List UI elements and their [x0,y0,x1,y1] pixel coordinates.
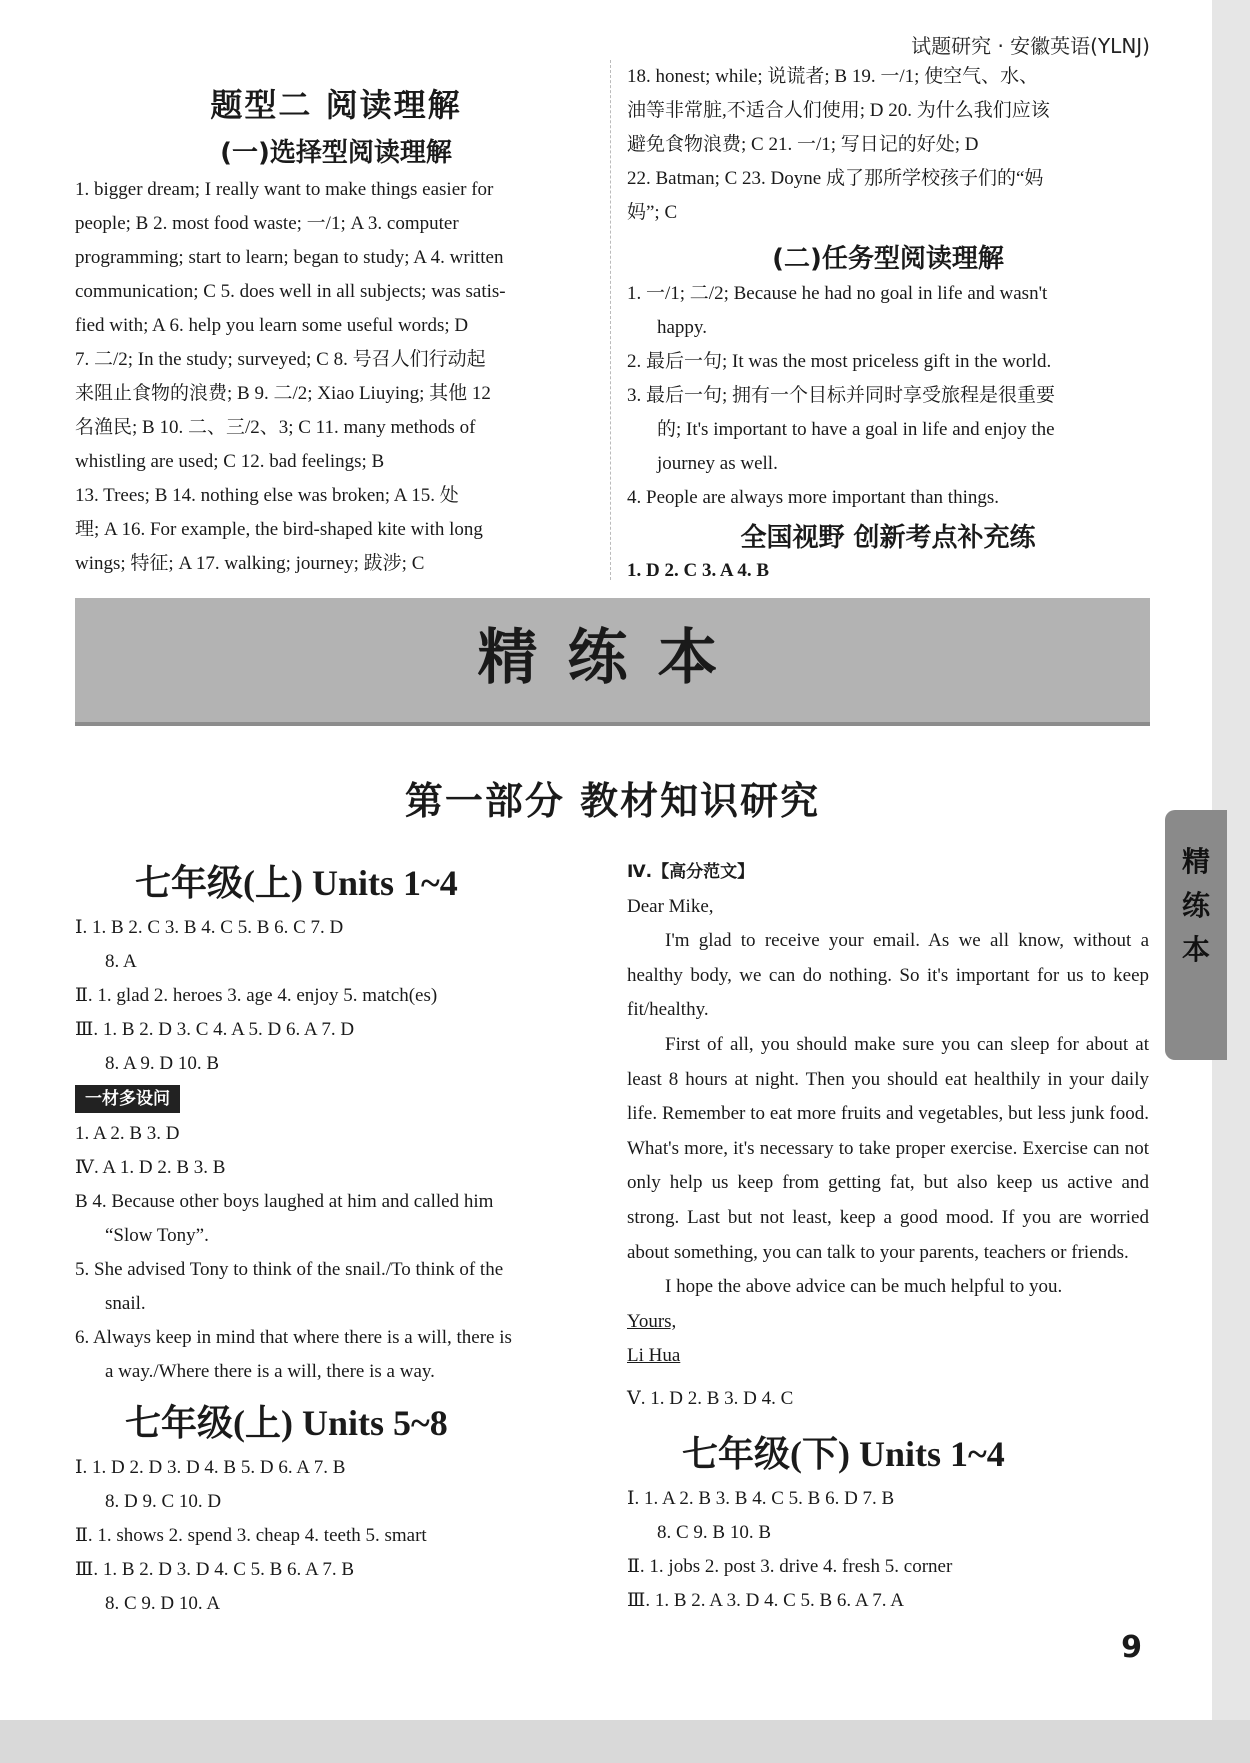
essay-closing: Yours, [627,1310,677,1332]
answer-line: 2. 最后一句; It was the most priceless gift in the world. [627,351,1052,372]
answer-line: happy. [657,317,707,338]
answer-line: people; B 2. most food waste; 一/1; A 3. computer [75,213,459,234]
answer-lines [75,173,597,581]
answers-right-column [627,855,1149,1618]
answer-line: journey as well. [657,453,778,474]
answer-line: a way./Where there is a will, there is a way. [105,1361,435,1382]
answer-line: 5. She advised Tony to think of the snail./To think of the [75,1259,504,1280]
reading-section-right [627,60,1149,588]
running-header: 试题研究 · 安徽英语(YLNJ) [911,34,1150,58]
answer-line: Ⅰ. 1. D 2. D 3. D 4. B 5. D 6. A 7. B [75,1457,346,1478]
answer-line: 4. People are always more important than things. [627,487,999,508]
answer-line: 8. D 9. C 10. D [105,1491,222,1512]
extra-practice-title: 全国视野 创新考点补充练 [740,523,1036,553]
answer-line: “Slow Tony”. [105,1225,209,1246]
answer-line: 22. Batman; C 23. Doyne 成了那所学校孩子们的“妈 [627,168,1044,189]
answer-line: Ⅱ. 1. jobs 2. post 3. drive 4. fresh 5. corner [627,1555,953,1577]
answer-line: 名渔民; B 10. 二、三/2、3; C 11. many methods of [75,417,476,438]
section-title: 题型二 阅读理解 [210,86,462,124]
answer-line: 1. bigger dream; I really want to make things easier for [75,179,494,200]
answer-line: Ⅲ. 1. B 2. A 3. D 4. C 5. B 6. A 7. A [627,1589,904,1611]
unit-answers [75,1451,597,1621]
answer-line: snail. [105,1293,146,1314]
essay-salutation: Dear Mike, [627,895,714,917]
banner-title: 精练本 [477,623,748,693]
answer-line: 7. 二/2; In the study; surveyed; C 8. 号召人们行动起 [75,349,486,370]
answer-line: 18. honest; while; 说谎者; B 19. 一/1; 使空气、水、 [627,66,1039,87]
answer-line: wings; 特征; A 17. walking; journey; 跋涉; C [75,553,425,574]
answer-line: programming; start to learn; began to study; A 4. written [75,247,504,268]
answer-line: 1. 一/1; 二/2; Because he had no goal in life and wasn't [627,283,1048,304]
answer-line: whistling are used; C 12. bad feelings; B [75,451,385,472]
answer-line: Ⅰ. 1. A 2. B 3. B 4. C 5. B 6. D 7. B [627,1487,895,1509]
essay-paragraph: I hope the above advice can be much helpful to you. [665,1276,1063,1298]
essay-paragraph: I'm glad to receive your email. As we all know, without a healthy body, we can do nothing. So it's important for us to keep fit/healthy. [627,930,1149,1021]
model-essay [627,855,1149,1374]
answer-line: B 4. Because other boys laughed at him and called him [75,1191,494,1212]
answer-line: Ⅱ. 1. shows 2. spend 3. cheap 4. teeth 5. smart [75,1525,427,1546]
unit-answers [75,911,597,1081]
side-tab-char: 精 [1181,845,1210,878]
side-tab-char: 本 [1181,933,1210,966]
answer-line: Ⅳ. A 1. D 2. B 3. B [75,1157,226,1178]
answers-left-column [75,855,597,1621]
answer-line: Ⅱ. 1. glad 2. heroes 3. age 4. enjoy 5. match(es) [75,985,438,1006]
extra-answers: 1. D 2. C 3. A 4. B [627,560,769,581]
answer-line: fied with; A 6. help you learn some useful words; D [75,315,469,336]
page-number: 9 [1121,1630,1142,1665]
answer-line: 妈”; C [627,202,678,223]
section-banner [75,598,1150,726]
task-reading-title: (二)任务型阅读理解 [772,244,1004,274]
essay-heading: Ⅳ.【高分范文】 [627,862,755,882]
answer-line: 8. C 9. B 10. B [657,1521,772,1543]
column-divider [610,60,611,580]
answer-line: 的; It's important to have a goal in life and enjoy the [657,419,1055,440]
answer-line: 8. C 9. D 10. A [105,1593,221,1614]
answer-line: Ⅰ. 1. B 2. C 3. B 4. C 5. B 6. C 7. D [75,917,344,938]
answer-line: 13. Trees; B 14. nothing else was broken; A 15. 处 [75,485,459,506]
answer-line: 来阻止食物的浪费; B 9. 二/2; Xiao Liuying; 其他 12 [75,383,491,404]
unit-title: 七年级(上) Units 1~4 [135,863,458,903]
task-answer-lines [627,277,1149,515]
section-v-answers: Ⅴ. 1. D 2. B 3. D 4. C [627,1387,794,1409]
answer-line: Ⅲ. 1. B 2. D 3. D 4. C 5. B 6. A 7. B [75,1559,355,1580]
answer-line: 8. A 9. D 10. B [105,1053,220,1074]
answer-line: 避免食物浪费; C 21. 一/1; 写日记的好处; D [627,134,979,155]
answer-line: 1. A 2. B 3. D [75,1123,180,1144]
essay-signature: Li Hua [627,1345,681,1367]
answer-line: Ⅲ. 1. B 2. D 3. C 4. A 5. D 6. A 7. D [75,1019,355,1040]
answer-line: 8. A [105,951,137,972]
side-tab [1165,810,1227,1060]
side-tab-char: 练 [1181,889,1210,922]
answer-line: 油等非常脏,不适合人们使用; D 20. 为什么我们应该 [627,100,1050,121]
answer-line: 3. 最后一句; 拥有一个目标并同时享受旅程是很重要 [627,385,1056,406]
answer-line: 理; A 16. For example, the bird-shaped kite with long [75,519,483,540]
multi-question-tag: 一材多设问 [75,1085,180,1113]
section-subtitle: (一)选择型阅读理解 [220,138,452,168]
unit-title: 七年级(下) Units 1~4 [682,1433,1005,1474]
answer-lines [627,60,1149,230]
essay-paragraph: First of all, you should make sure you can sleep for about at least 8 hours at night. Then you should eat healthily in your daily life. Remember to eat more fruits and vegetables, but less junk food. What's more, it's necessary to take proper exercise. Exercise can not only help us keep from getting fat, but also keep us active and strong. Last but not least, keep a good mood. If you are worried about something, you can talk to your parents, teachers or friends. [627,1033,1149,1263]
part-title: 第一部分 教材知识研究 [404,779,821,823]
answer-line: 6. Always keep in mind that where there is a will, there is [75,1327,512,1348]
unit-title: 七年级(上) Units 5~8 [125,1403,448,1443]
unit-answers [627,1482,1149,1618]
page-edge-bottom [0,1720,1250,1763]
reading-section-left [75,80,597,581]
answer-line: communication; C 5. does well in all subjects; was satis- [75,281,506,302]
tag-answers [75,1117,597,1389]
